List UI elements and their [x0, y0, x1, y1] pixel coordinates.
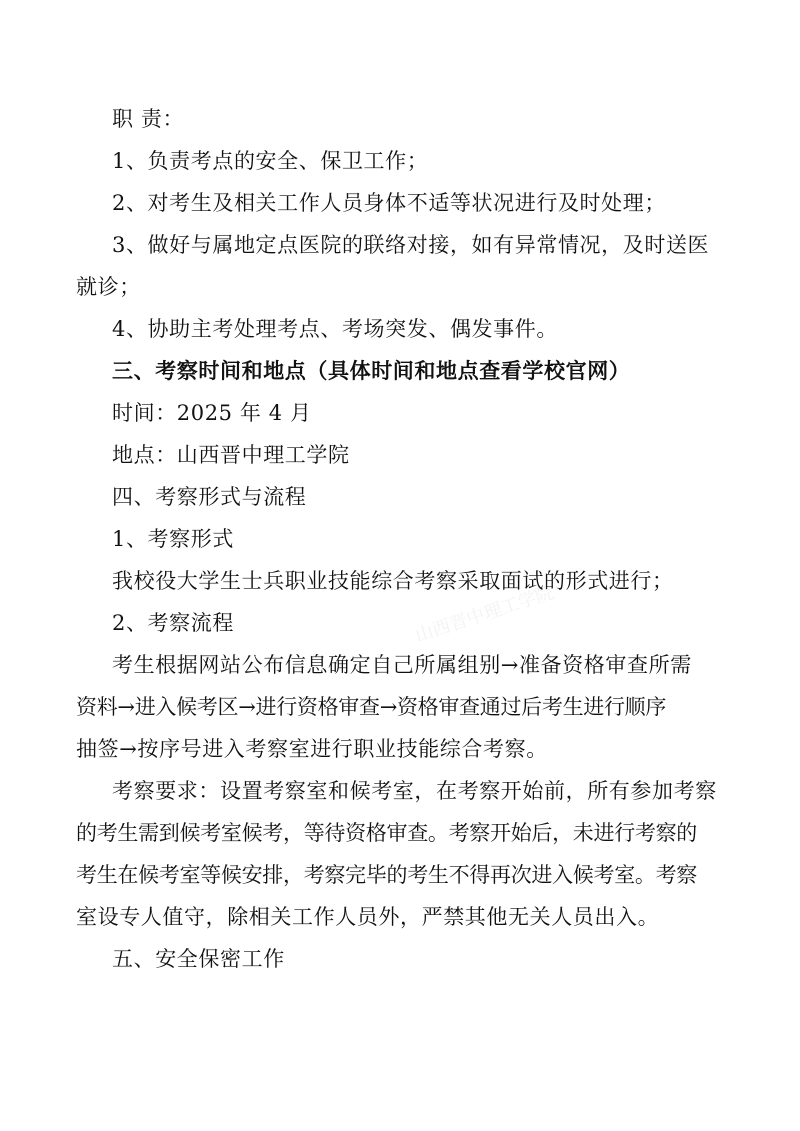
duty-item-1: 1、负责考点的安全、保卫工作； [112, 149, 429, 173]
section-3-heading: 三、考察时间和地点（具体时间和地点查看学校官网） [112, 358, 631, 383]
duty-item-4: 4、协助主考处理考点、考场突发、偶发事件。 [112, 317, 558, 341]
process-subheading: 2、考察流程 [112, 611, 234, 635]
exam-time: 时间：2025 年 4 月 [112, 401, 312, 425]
section-4-heading: 四、考察形式与流程 [112, 485, 307, 509]
requirements-paragraph-line-4: 室设专人值守，除相关工作人员外，严禁其他无关人员出入。 [76, 905, 660, 929]
exam-place: 地点：山西晋中理工学院 [112, 443, 350, 467]
watermark: 山西晋中理工学院 [412, 582, 557, 647]
form-paragraph: 我校役大学生士兵职业技能综合考察采取面试的形式进行； [112, 569, 674, 593]
duty-item-3-line-1: 3、做好与属地定点医院的联络对接，如有异常情况，及时送医 [112, 233, 710, 257]
form-subheading: 1、考察形式 [112, 527, 234, 551]
process-paragraph-line-3: 抽签→按序号进入考察室进行职业技能综合考察。 [76, 737, 548, 761]
requirements-paragraph-line-2: 的考生需到候考室候考，等待资格审查。考察开始后，未进行考察的 [76, 821, 697, 845]
duty-item-3-line-2: 就诊； [76, 275, 141, 299]
process-paragraph-line-2: 资料→进入候考区→进行资格审查→资格审查通过后考生进行顺序 [76, 695, 667, 719]
duty-item-2: 2、对考生及相关工作人员身体不适等状况进行及时处理； [112, 191, 666, 215]
section-5-heading: 五、安全保密工作 [112, 947, 285, 971]
requirements-paragraph-line-3: 考生在候考室等候安排，考察完毕的考生不得再次进入候考室。考察 [76, 863, 697, 887]
process-paragraph-line-1: 考生根据网站公布信息确定自己所属组别→准备资格审查所需 [112, 653, 692, 677]
requirements-paragraph-line-1: 考察要求：设置考察室和候考室，在考察开始前，所有参加考察 [112, 779, 717, 803]
duties-heading: 职 责： [112, 107, 185, 131]
